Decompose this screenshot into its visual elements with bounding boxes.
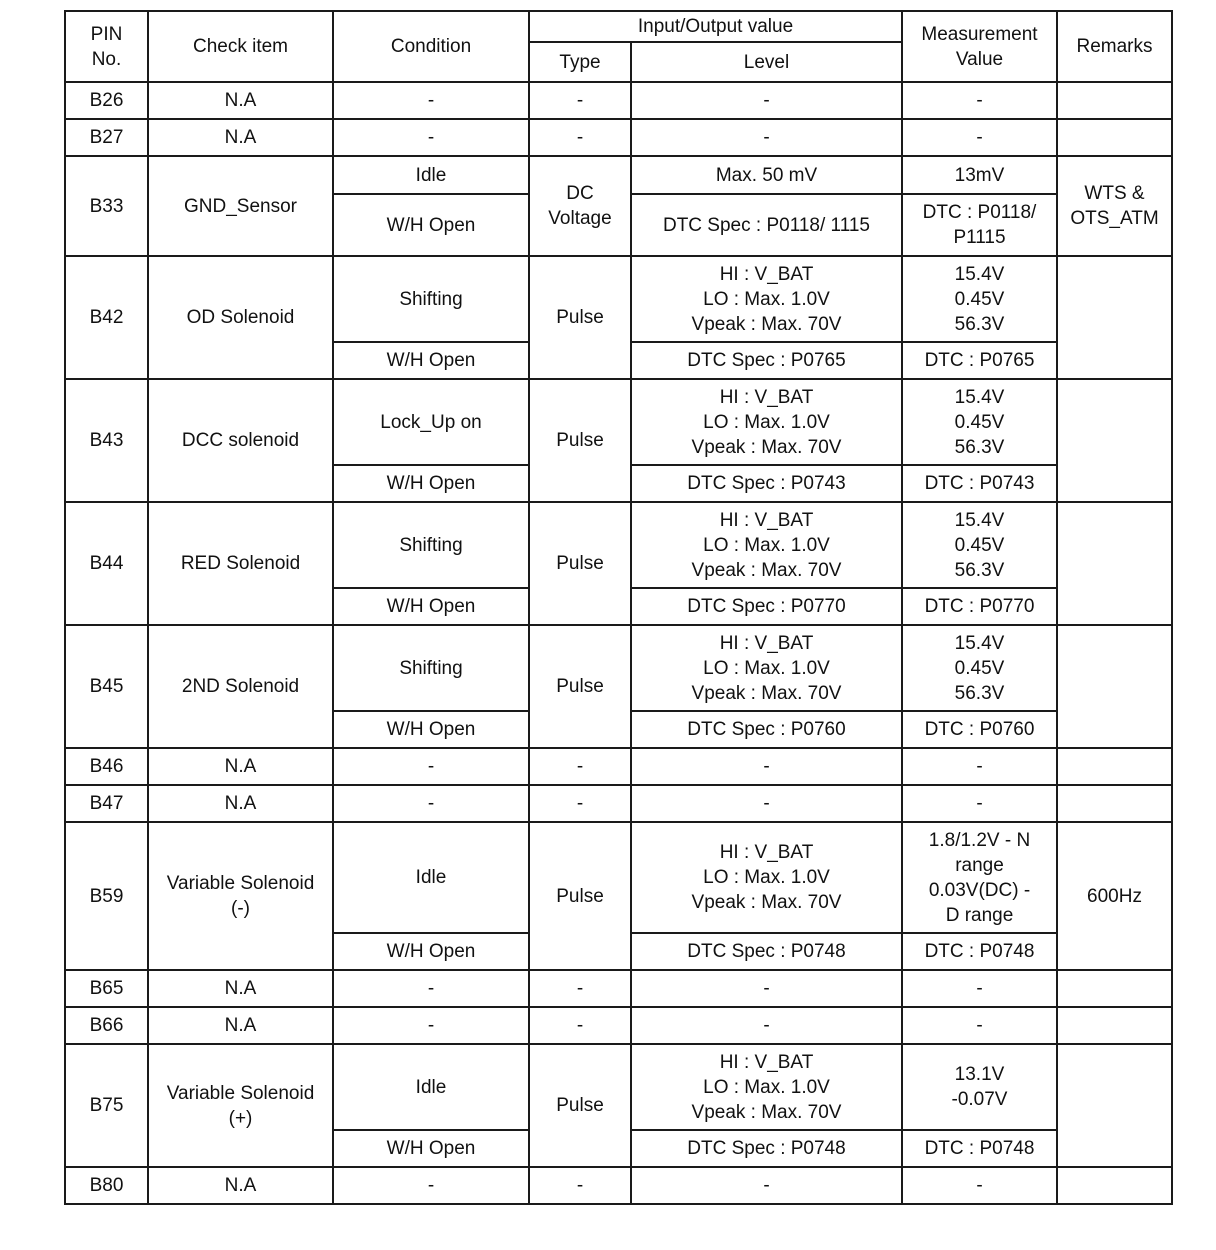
header-condition: Condition xyxy=(333,11,529,82)
pin-number: B45 xyxy=(65,625,148,748)
condition-cell: W/H Open xyxy=(333,465,529,502)
io-level-cell: HI : V_BAT LO : Max. 1.0V Vpeak : Max. 70V xyxy=(631,625,902,711)
io-level-cell: - xyxy=(631,970,902,1007)
io-level-cell: DTC Spec : P0743 xyxy=(631,465,902,502)
table-header xyxy=(65,11,1172,82)
condition-cell: Idle xyxy=(333,156,529,194)
measurement-value-cell: - xyxy=(902,1167,1057,1204)
pin-number: B33 xyxy=(65,156,148,256)
header-type: Type xyxy=(529,42,631,82)
check-item: N.A xyxy=(148,970,333,1007)
pin-number: B47 xyxy=(65,785,148,822)
remarks-cell xyxy=(1057,379,1172,502)
io-level-cell: HI : V_BAT LO : Max. 1.0V Vpeak : Max. 70V xyxy=(631,379,902,465)
pin-number: B43 xyxy=(65,379,148,502)
condition-cell: Idle xyxy=(333,822,529,933)
pin-number: B59 xyxy=(65,822,148,970)
check-item: RED Solenoid xyxy=(148,502,333,625)
header-measurement-value: Measurement Value xyxy=(902,11,1057,82)
remarks-cell xyxy=(1057,1007,1172,1044)
header-input-output-value: Input/Output value xyxy=(529,11,902,42)
io-type-cell: Pulse xyxy=(529,379,631,502)
pin-number: B42 xyxy=(65,256,148,379)
table-row xyxy=(65,82,1172,119)
remarks-cell xyxy=(1057,256,1172,379)
header-pin-no: PIN No. xyxy=(65,11,148,82)
check-item: N.A xyxy=(148,748,333,785)
check-item: N.A xyxy=(148,119,333,156)
measurement-value-cell: - xyxy=(902,1007,1057,1044)
io-type-cell: - xyxy=(529,785,631,822)
io-level-cell: HI : V_BAT LO : Max. 1.0V Vpeak : Max. 70V xyxy=(631,822,902,933)
table-row xyxy=(65,156,1172,194)
pin-number: B66 xyxy=(65,1007,148,1044)
check-item: Variable Solenoid (-) xyxy=(148,822,333,970)
condition-cell: W/H Open xyxy=(333,588,529,625)
measurement-value-cell: 15.4V 0.45V 56.3V xyxy=(902,502,1057,588)
io-type-cell: Pulse xyxy=(529,502,631,625)
table-row xyxy=(65,379,1172,465)
io-level-cell: DTC Spec : P0748 xyxy=(631,933,902,970)
io-type-cell: Pulse xyxy=(529,256,631,379)
measurement-value-cell: DTC : P0748 xyxy=(902,1130,1057,1167)
io-level-cell: HI : V_BAT LO : Max. 1.0V Vpeak : Max. 70V xyxy=(631,1044,902,1130)
table-row xyxy=(65,1167,1172,1204)
remarks-cell: WTS & OTS_ATM xyxy=(1057,156,1172,256)
measurement-value-cell: - xyxy=(902,119,1057,156)
io-type-cell: - xyxy=(529,119,631,156)
remarks-cell xyxy=(1057,625,1172,748)
pin-number: B44 xyxy=(65,502,148,625)
check-item: Variable Solenoid (+) xyxy=(148,1044,333,1167)
io-level-cell: HI : V_BAT LO : Max. 1.0V Vpeak : Max. 70V xyxy=(631,502,902,588)
measurement-value-cell: 15.4V 0.45V 56.3V xyxy=(902,379,1057,465)
condition-cell: W/H Open xyxy=(333,711,529,748)
io-level-cell: DTC Spec : P0770 xyxy=(631,588,902,625)
pin-number: B65 xyxy=(65,970,148,1007)
io-type-cell: Pulse xyxy=(529,625,631,748)
header-level: Level xyxy=(631,42,902,82)
measurement-value-cell: - xyxy=(902,785,1057,822)
remarks-cell xyxy=(1057,1167,1172,1204)
measurement-value-cell: DTC : P0760 xyxy=(902,711,1057,748)
remarks-cell xyxy=(1057,970,1172,1007)
io-type-cell: DC Voltage xyxy=(529,156,631,256)
pin-check-table xyxy=(64,10,1173,1205)
condition-cell: W/H Open xyxy=(333,194,529,256)
condition-cell: - xyxy=(333,1167,529,1204)
io-level-cell: Max. 50 mV xyxy=(631,156,902,194)
condition-cell: W/H Open xyxy=(333,1130,529,1167)
condition-cell: - xyxy=(333,82,529,119)
condition-cell: W/H Open xyxy=(333,933,529,970)
io-type-cell: - xyxy=(529,82,631,119)
io-level-cell: - xyxy=(631,119,902,156)
io-level-cell: - xyxy=(631,748,902,785)
table-row xyxy=(65,1007,1172,1044)
condition-cell: - xyxy=(333,119,529,156)
condition-cell: Lock_Up on xyxy=(333,379,529,465)
check-item: N.A xyxy=(148,82,333,119)
io-level-cell: - xyxy=(631,1007,902,1044)
remarks-cell xyxy=(1057,502,1172,625)
io-level-cell: DTC Spec : P0765 xyxy=(631,342,902,379)
condition-cell: - xyxy=(333,970,529,1007)
header-check-item: Check item xyxy=(148,11,333,82)
table-row xyxy=(65,119,1172,156)
remarks-cell xyxy=(1057,82,1172,119)
measurement-value-cell: - xyxy=(902,970,1057,1007)
remarks-cell xyxy=(1057,748,1172,785)
io-type-cell: Pulse xyxy=(529,822,631,970)
io-type-cell: - xyxy=(529,748,631,785)
measurement-value-cell: - xyxy=(902,82,1057,119)
check-item: N.A xyxy=(148,785,333,822)
measurement-value-cell: 13mV xyxy=(902,156,1057,194)
measurement-value-cell: 15.4V 0.45V 56.3V xyxy=(902,256,1057,342)
measurement-value-cell: DTC : P0743 xyxy=(902,465,1057,502)
pin-number: B80 xyxy=(65,1167,148,1204)
table-row xyxy=(65,748,1172,785)
check-item: N.A xyxy=(148,1167,333,1204)
table-row xyxy=(65,822,1172,933)
pin-number: B75 xyxy=(65,1044,148,1167)
check-item: GND_Sensor xyxy=(148,156,333,256)
condition-cell: Shifting xyxy=(333,502,529,588)
pin-number: B27 xyxy=(65,119,148,156)
table-row xyxy=(65,970,1172,1007)
table-row xyxy=(65,1044,1172,1130)
io-type-cell: - xyxy=(529,970,631,1007)
measurement-value-cell: DTC : P0748 xyxy=(902,933,1057,970)
io-level-cell: - xyxy=(631,785,902,822)
condition-cell: - xyxy=(333,785,529,822)
measurement-value-cell: 15.4V 0.45V 56.3V xyxy=(902,625,1057,711)
table-body xyxy=(65,82,1172,1204)
io-level-cell: - xyxy=(631,1167,902,1204)
io-type-cell: - xyxy=(529,1167,631,1204)
io-level-cell: DTC Spec : P0748 xyxy=(631,1130,902,1167)
remarks-cell xyxy=(1057,119,1172,156)
table-row xyxy=(65,785,1172,822)
io-type-cell: - xyxy=(529,1007,631,1044)
remarks-cell xyxy=(1057,1044,1172,1167)
measurement-value-cell: 1.8/1.2V - N range 0.03V(DC) - D range xyxy=(902,822,1057,933)
io-level-cell: DTC Spec : P0760 xyxy=(631,711,902,748)
remarks-cell xyxy=(1057,785,1172,822)
condition-cell: - xyxy=(333,748,529,785)
condition-cell: Shifting xyxy=(333,256,529,342)
condition-cell: Shifting xyxy=(333,625,529,711)
io-level-cell: HI : V_BAT LO : Max. 1.0V Vpeak : Max. 70V xyxy=(631,256,902,342)
table-row xyxy=(65,502,1172,588)
check-item: OD Solenoid xyxy=(148,256,333,379)
measurement-value-cell: DTC : P0118/ P1115 xyxy=(902,194,1057,256)
measurement-value-cell: DTC : P0765 xyxy=(902,342,1057,379)
measurement-value-cell: - xyxy=(902,748,1057,785)
pin-number: B46 xyxy=(65,748,148,785)
remarks-cell: 600Hz xyxy=(1057,822,1172,970)
table-row xyxy=(65,625,1172,711)
measurement-value-cell: 13.1V -0.07V xyxy=(902,1044,1057,1130)
io-level-cell: DTC Spec : P0118/ 1115 xyxy=(631,194,902,256)
io-type-cell: Pulse xyxy=(529,1044,631,1167)
condition-cell: Idle xyxy=(333,1044,529,1130)
condition-cell: W/H Open xyxy=(333,342,529,379)
io-level-cell: - xyxy=(631,82,902,119)
check-item: 2ND Solenoid xyxy=(148,625,333,748)
condition-cell: - xyxy=(333,1007,529,1044)
check-item: DCC solenoid xyxy=(148,379,333,502)
table-row xyxy=(65,256,1172,342)
measurement-value-cell: DTC : P0770 xyxy=(902,588,1057,625)
header-remarks: Remarks xyxy=(1057,11,1172,82)
pin-number: B26 xyxy=(65,82,148,119)
check-item: N.A xyxy=(148,1007,333,1044)
